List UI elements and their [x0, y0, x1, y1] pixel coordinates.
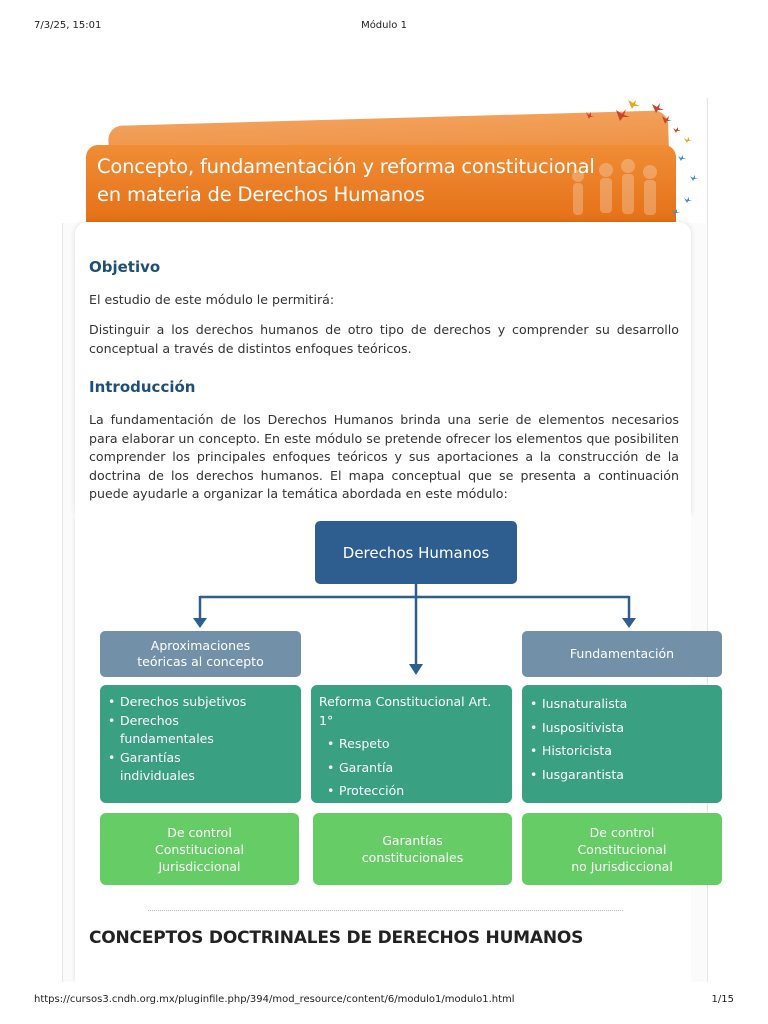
control-no-jurisdiccional-line-2: Constitucional: [577, 841, 667, 857]
banner-title-line-2: en materia de Derechos Humanos: [97, 183, 425, 206]
concept-node-aproximaciones: [100, 631, 301, 677]
list-item: • Historicista: [530, 742, 627, 761]
objetivo-text: Distinguir a los derechos humanos de otro tipo de derechos y comprender su desarrollo conceptual a través de distintos enfoques teóricos.: [89, 322, 679, 356]
concept-node-control-no-jurisdiccional: [522, 813, 722, 885]
list-item: • Iusgarantista: [530, 766, 627, 785]
concept-list-fundamentacion: [522, 685, 722, 803]
concept-node-garantias-constitucionales: [313, 813, 512, 885]
control-jurisdiccional-line-3: Jurisdiccional: [158, 858, 241, 874]
introduccion-text: La fundamentación de los Derechos Humanos brinda una serie de elementos necesarios para elaborar un concepto. En este módulo se pretende ofrecer los elementos que posibiliten comprender los principales enfoques teóricos y sus aportaciones a la construcción de la doctrina de los derechos humanos. El mapa conceptual que se presenta a continuación puede ayudarle a organizar la temática abordada en este módulo:: [89, 412, 679, 501]
list-item: • Derechos subjetivos: [108, 693, 246, 712]
control-jurisdiccional-line-1: De control: [167, 824, 232, 840]
print-url: https://cursos3.cndh.org.mx/pluginfile.php/394/mod_resource/content/6/modulo1/modulo1.html: [34, 994, 515, 1005]
section-heading: CONCEPTOS DOCTRINALES DE DERECHOS HUMANOS: [89, 928, 584, 948]
print-date: 7/3/25, 15:01: [34, 20, 102, 31]
concept-node-derechos-humanos: Derechos Humanos: [315, 521, 517, 584]
control-no-jurisdiccional-line-3: no Jurisdiccional: [571, 858, 673, 874]
print-title: Módulo 1: [361, 20, 407, 31]
objetivo-heading: Objetivo: [89, 258, 161, 276]
concept-list-aproximaciones: [100, 685, 301, 803]
objetivo-intro: El estudio de este módulo le permitirá:: [89, 292, 335, 307]
list-item: • Iuspositivista: [530, 719, 627, 738]
module-banner: [62, 98, 706, 223]
control-jurisdiccional-line-2: Constitucional: [154, 841, 245, 857]
garantias-line-1: Garantías: [382, 833, 443, 848]
control-no-jurisdiccional-line-1: De control: [589, 824, 655, 840]
list-item: • Garantías individuales: [108, 749, 210, 786]
list-item: • Garantía: [327, 759, 504, 778]
introduccion-heading: Introducción: [89, 378, 196, 396]
aproximaciones-line-2: teóricas al concepto: [137, 654, 264, 669]
banner-title: [97, 153, 595, 209]
concept-node-fundamentacion: Fundamentación: [522, 631, 722, 677]
list-item: • Iusnaturalista: [530, 695, 627, 714]
garantias-line-2: constitucionales: [361, 850, 464, 865]
list-item: • Protección: [327, 782, 504, 801]
concept-list-reforma: [311, 685, 512, 803]
concept-node-control-jurisdiccional: [100, 813, 299, 885]
print-page-number: 1/15: [711, 994, 734, 1005]
list-item: • Derechos fundamentales: [108, 712, 220, 749]
banner-title-line-1: Concepto, fundamentación y reforma constitucional: [97, 155, 595, 178]
list-item: • Respeto: [327, 735, 504, 754]
aproximaciones-line-1: Aproximaciones: [150, 638, 251, 653]
section-divider: [148, 910, 623, 911]
reforma-header: Reforma Constitucional Art. 1°: [319, 694, 492, 728]
